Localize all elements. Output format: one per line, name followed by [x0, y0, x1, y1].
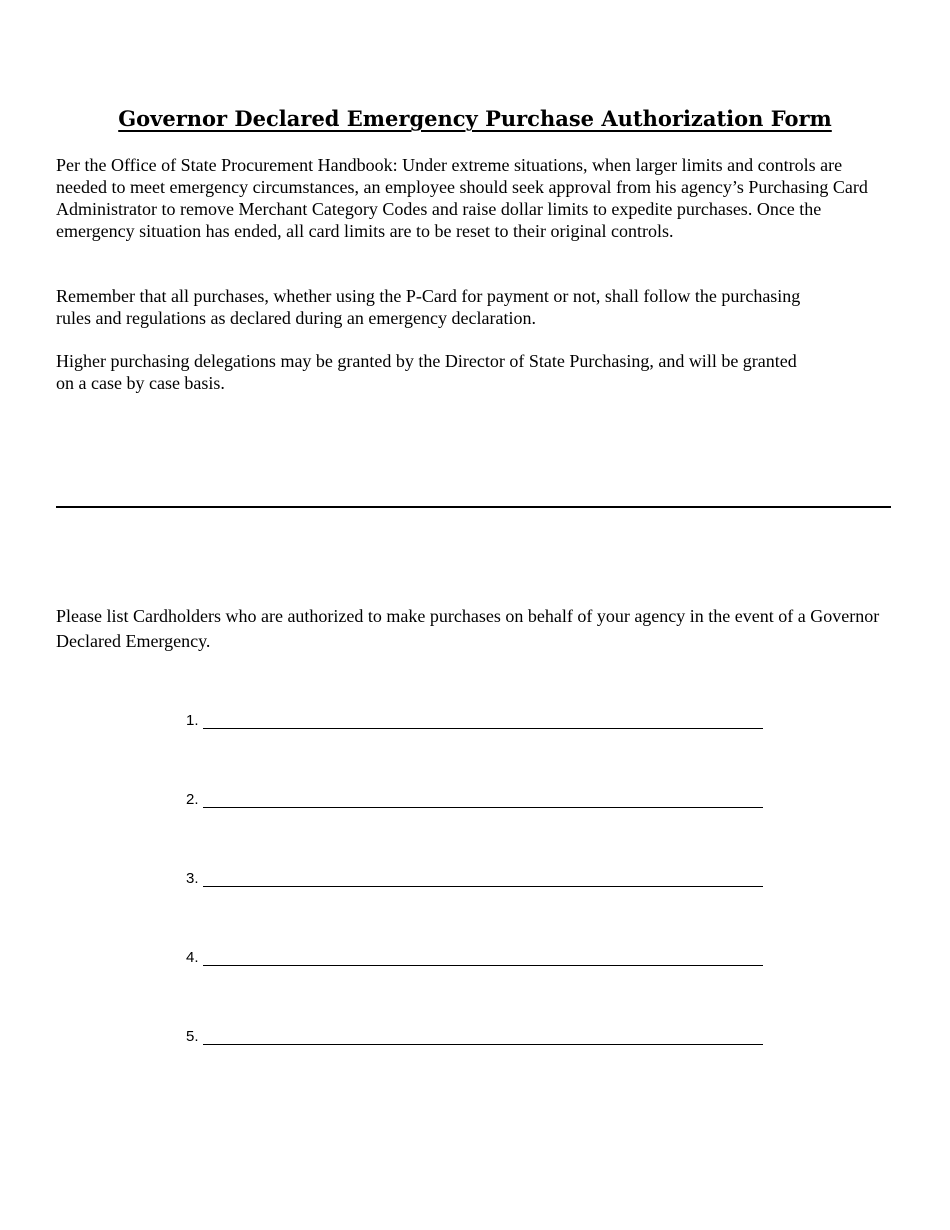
cardholder-line-number: 3. [186, 870, 199, 887]
cardholder-line-number: 2. [186, 791, 199, 808]
intro-paragraph-rules: Remember that all purchases, whether using the P-Card for payment or not, shall follow the purchasing rules and regulations as declared during an emergency declaration. [56, 286, 801, 328]
form-title: Governor Declared Emergency Purchase Authorization Form [118, 106, 832, 131]
cardholder-name-field[interactable] [203, 965, 763, 966]
cardholder-instruction: Please list Cardholders who are authorized to make purchases on behalf of your agency in the event of a Governor Declared Emergency. [56, 606, 880, 651]
intro-paragraph-delegations: Higher purchasing delegations may be granted by the Director of State Purchasing, and will be granted on a case by case basis. [56, 351, 797, 393]
cardholder-line-number: 4. [186, 949, 199, 966]
cardholder-name-field[interactable] [203, 886, 763, 887]
cardholder-line-number: 1. [186, 712, 199, 729]
cardholder-line-4 [186, 945, 766, 1024]
cardholder-line-number: 5. [186, 1028, 199, 1045]
cardholder-line-3 [186, 866, 766, 945]
cardholder-line-1 [186, 708, 766, 787]
section-divider [56, 506, 891, 508]
cardholder-name-field[interactable] [203, 728, 763, 729]
cardholder-list [186, 708, 766, 1103]
intro-paragraph-handbook: Per the Office of State Procurement Handbook: Under extreme situations, when larger limits and controls are needed to meet emergency circumstances, an employee should seek approval from his agency’s Purchasing Card Administrator to remove Merchant Category Codes and raise dollar limits to expedite purchases. Once the emergency situation has ended, all card limits are to be reset to their original controls. [56, 155, 868, 241]
cardholder-name-field[interactable] [203, 1044, 763, 1045]
cardholder-name-field[interactable] [203, 807, 763, 808]
cardholder-line-2 [186, 787, 766, 866]
cardholder-line-5 [186, 1024, 766, 1103]
